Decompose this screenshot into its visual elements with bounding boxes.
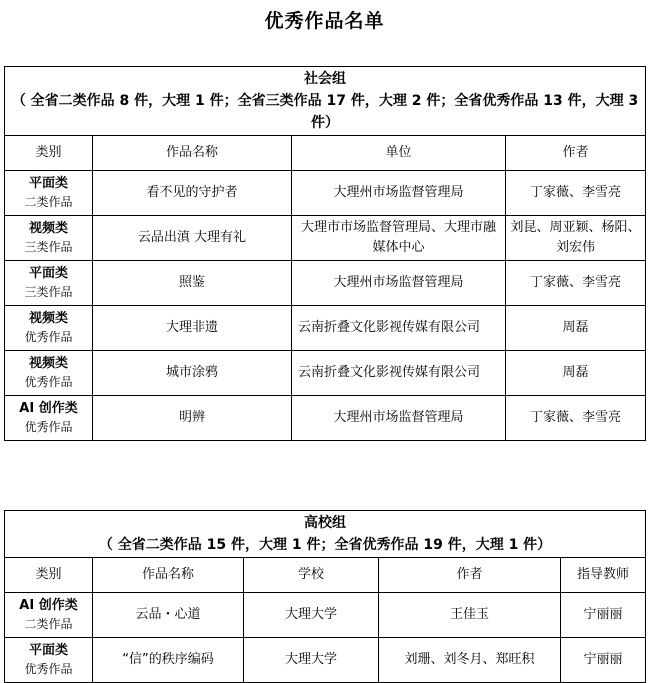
unit-cell: 大理州市场监督管理局 [292,171,506,216]
category-grade: 优秀作品 [24,662,73,676]
table-row [5,261,646,306]
author-cell: 刘珊、刘冬月、郑旺积 [379,638,561,683]
column-header-teacher: 指导教师 [561,558,646,593]
category-type: 视频类 [28,311,68,326]
column-header-school: 学校 [244,558,379,593]
social-column-header-row [5,136,646,171]
table-row [5,351,646,396]
social-group-cell [5,67,646,136]
work-name-cell: 大理非遗 [93,306,292,351]
unit-cell: 云南折叠文化影视传媒有限公司 [292,306,506,351]
category-type: 视频类 [28,221,68,236]
category-cell [5,396,93,441]
teacher-cell: 宁丽丽 [561,638,646,683]
school-group-summary: （ 全省二类作品 15 件，大理 1 件；全省优秀作品 19 件，大理 1 件） [98,537,552,553]
author-cell: 周磊 [506,306,646,351]
table-row [5,306,646,351]
work-name-cell: 看不见的守护者 [93,171,292,216]
category-grade: 二类作品 [24,195,73,209]
author-cell: 丁家薇、李雪亮 [506,261,646,306]
school-group-table [4,510,646,683]
school-column-header-row [5,558,646,593]
category-grade: 二类作品 [24,617,73,631]
column-header-unit: 单位 [292,136,506,171]
author-cell: 周磊 [506,351,646,396]
work-name-cell: 明辨 [93,396,292,441]
school-cell: 大理大学 [244,638,379,683]
school-cell: 大理大学 [244,593,379,638]
author-cell: 丁家薇、李雪亮 [506,171,646,216]
category-type: AI 创作类 [19,401,78,416]
column-header-work: 作品名称 [93,558,244,593]
work-name-cell: 云品・心道 [93,593,244,638]
work-name-cell: “信”的秩序编码 [93,638,244,683]
category-grade: 三类作品 [24,285,73,299]
school-group-header-row [5,511,646,558]
category-type: 视频类 [28,356,68,371]
social-group-summary: （ 全省二类作品 8 件，大理 1 件；全省三类作品 17 件，大理 2 件；全省优秀作品 13 件，大理 3 件） [11,93,639,131]
column-header-author: 作者 [506,136,646,171]
work-name-cell: 照鉴 [93,261,292,306]
page-title: 优秀作品名单 [264,10,385,32]
category-type: 平面类 [28,176,68,191]
category-cell [5,638,93,683]
category-cell [5,171,93,216]
category-grade: 优秀作品 [24,330,73,344]
table-row [5,396,646,441]
author-cell: 王佳玉 [379,593,561,638]
social-group-header-row [5,67,646,136]
work-name-cell: 云品出滇 大理有礼 [93,216,292,261]
column-header-category: 类别 [5,558,93,593]
social-group-name: 社会组 [304,71,347,87]
column-header-work: 作品名称 [93,136,292,171]
category-cell [5,216,93,261]
column-header-author: 作者 [379,558,561,593]
unit-cell: 云南折叠文化影视传媒有限公司 [292,351,506,396]
category-cell [5,306,93,351]
teacher-cell: 宁丽丽 [561,593,646,638]
category-grade: 三类作品 [24,240,73,254]
category-grade: 优秀作品 [24,375,73,389]
table-row [5,171,646,216]
author-cell: 丁家薇、李雪亮 [506,396,646,441]
category-type: 平面类 [28,266,68,281]
unit-cell: 大理州市场监督管理局 [292,261,506,306]
category-type: AI 创作类 [19,598,78,613]
school-group-name: 高校组 [304,515,347,531]
category-grade: 优秀作品 [24,420,73,434]
table-row [5,216,646,261]
table-row [5,593,646,638]
author-cell: 刘昆、周亚颖、杨阳、刘宏伟 [506,216,646,261]
table-row [5,638,646,683]
school-group-cell [5,511,646,558]
social-group-table [4,66,646,441]
column-header-category: 类别 [5,136,93,171]
work-name-cell: 城市涂鸦 [93,351,292,396]
category-cell [5,351,93,396]
category-cell [5,593,93,638]
unit-cell: 大理市市场监督管理局、大理市融媒体中心 [292,216,506,261]
category-cell [5,261,93,306]
unit-cell: 大理州市场监督管理局 [292,396,506,441]
category-type: 平面类 [28,643,68,658]
